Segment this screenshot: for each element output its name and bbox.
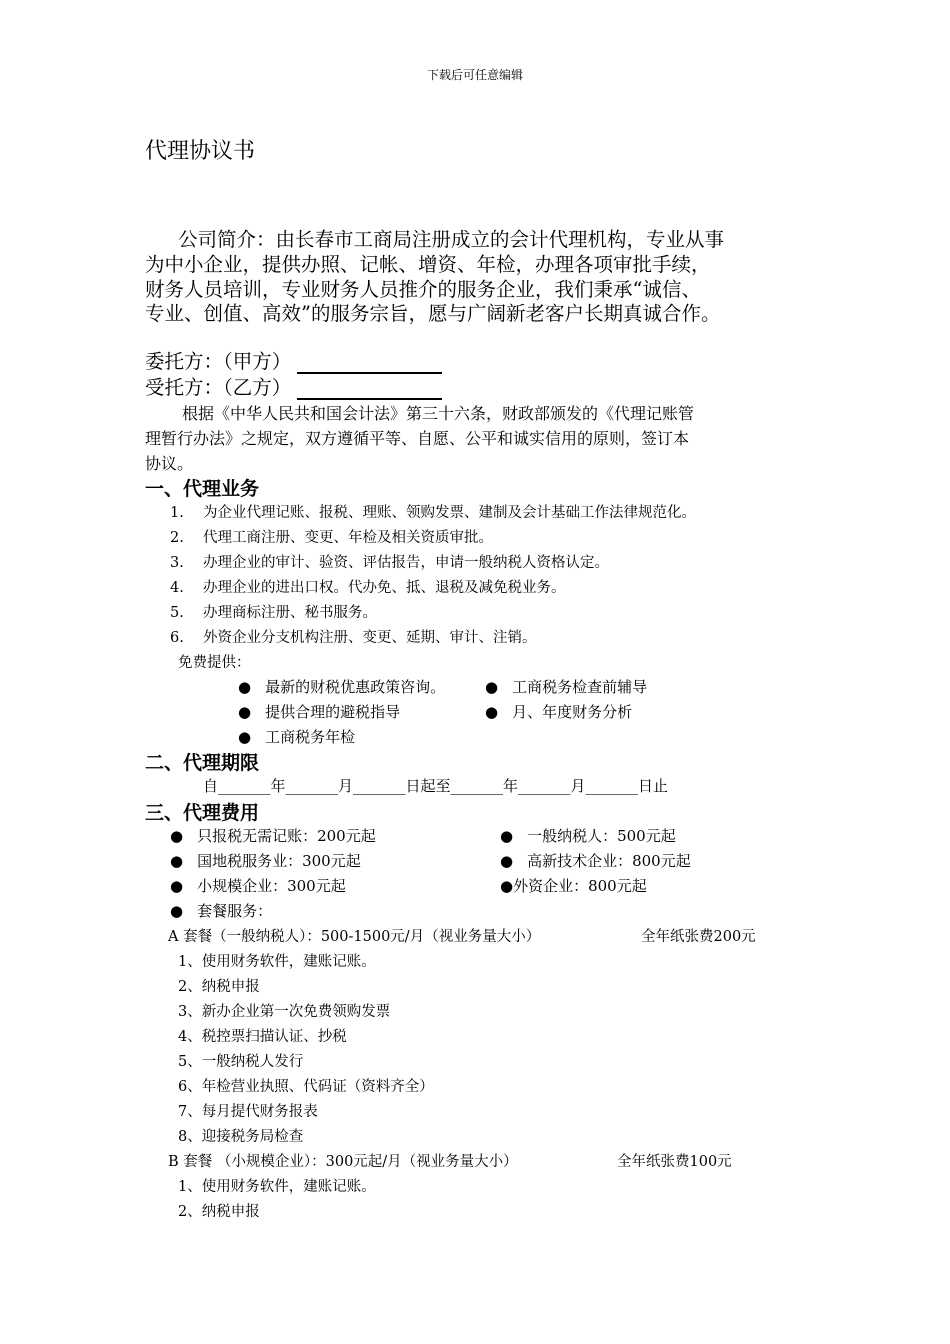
preamble-line: 理暂行办法》之规定，双方遵循平等、自愿、公平和诚实信用的原则，签订本 (145, 429, 690, 448)
fee-item: ● 国地税服务业：300元起 (170, 852, 361, 870)
bullet-icon: ● (170, 852, 184, 870)
party-b-blank[interactable] (297, 378, 442, 400)
period-line: 自_______年_______月_______日起至_______年_______月_______日止 (203, 777, 669, 795)
list-item: 1. 为企业代理记账、报税、理账、领购发票、建制及会计基础工作法律规范化。 (170, 505, 696, 521)
preamble-line: 根据《中华人民共和国会计法》第三十六条，财政部颁发的《代理记账管 (182, 404, 695, 423)
bullet-icon: ● (485, 678, 499, 696)
list-item: 2. 代理工商注册、变更、年检及相关资质审批。 (170, 530, 493, 546)
list-item: 3. 办理企业的审计、验资、评估报告，申请一般纳税人资格认定。 (170, 555, 609, 571)
list-item: 6. 外资企业分支机构注册、变更、延期、审计、注销。 (170, 630, 537, 646)
package-a-item: 7、每月提代财务报表 (178, 1104, 318, 1120)
free-item: ● 月、年度财务分析 (485, 703, 633, 721)
bullet-icon: ● (238, 728, 252, 746)
package-a-item: 3、新办企业第一次免费领购发票 (178, 1004, 391, 1020)
package-a-item: 4、税控票扫描认证、抄税 (178, 1029, 347, 1045)
intro-line: 为中小企业，提供办照、记帐、增资、年检，办理各项审批手续， (145, 253, 711, 276)
party-b-label: 受托方：（乙方） (145, 376, 292, 399)
package-a-title: A 套餐（一般纳税人）：500-1500元/月（视业务量大小） (168, 929, 541, 945)
package-b-title: B 套餐 （小规模企业）：300元起/月（视业务量大小） (168, 1154, 518, 1170)
bullet-icon: ● (170, 877, 184, 895)
free-item: ● 工商税务检查前辅导 (485, 678, 648, 696)
page-header: 下载后可任意编辑 (426, 68, 523, 82)
package-a-item: 5、一般纳税人发行 (178, 1054, 304, 1070)
package-b-paper: 全年纸张费100元 (617, 1154, 732, 1170)
free-item: ● 最新的财税优惠政策咨询。 (238, 678, 446, 696)
intro-line: 专业、创值、高效”的服务宗旨，愿与广阔新老客户长期真诚合作。 (145, 302, 721, 325)
package-a-item: 1、使用财务软件，建账记账。 (178, 954, 376, 970)
preamble-line: 协议。 (145, 454, 194, 473)
section-3-title: 三、代理费用 (145, 802, 260, 824)
party-a-blank[interactable] (297, 352, 442, 374)
bullet-icon: ● (485, 703, 499, 721)
intro-line: 公司简介：由长春市工商局注册成立的会计代理机构，专业从事 (178, 228, 725, 251)
list-item: 4. 办理企业的进出口权。代办免、抵、退税及减免税业务。 (170, 580, 566, 596)
bullet-icon: ● (238, 678, 252, 696)
package-a-paper: 全年纸张费200元 (641, 929, 756, 945)
intro-line: 财务人员培训，专业财务人员推介的服务企业，我们秉承“诚信、 (145, 278, 701, 301)
fee-item: ● 套餐服务： (170, 902, 273, 920)
package-a-item: 6、年检营业执照、代码证（资料齐全） (178, 1079, 434, 1095)
package-a-item: 2、纳税申报 (178, 979, 260, 995)
free-label: 免费提供： (178, 655, 251, 671)
bullet-icon: ● (170, 902, 184, 920)
party-a-row (145, 346, 442, 374)
bullet-icon: ● (170, 827, 184, 845)
party-a-label: 委托方：（甲方） (145, 350, 292, 373)
package-b-item: 1、使用财务软件，建账记账。 (178, 1179, 376, 1195)
fee-item: ● 一般纳税人：500元起 (500, 827, 676, 845)
document-title: 代理协议书 (145, 139, 256, 164)
fee-item: ●外资企业：800元起 (500, 877, 647, 895)
section-1-title: 一、代理业务 (145, 478, 260, 500)
fee-item: ● 只报税无需记账：200元起 (170, 827, 376, 845)
fee-item: ● 小规模企业：300元起 (170, 877, 346, 895)
bullet-icon: ● (500, 852, 514, 870)
package-a-item: 8、迎接税务局检查 (178, 1129, 304, 1145)
bullet-icon: ● (500, 827, 514, 845)
free-item: ● 提供合理的避税指导 (238, 703, 401, 721)
package-b-item: 2、纳税申报 (178, 1204, 260, 1220)
party-b-row (145, 372, 442, 400)
bullet-icon: ● (500, 877, 514, 895)
free-item: ● 工商税务年检 (238, 728, 356, 746)
bullet-icon: ● (238, 703, 252, 721)
list-item: 5. 办理商标注册、秘书服务。 (170, 605, 377, 621)
fee-item: ● 高新技术企业：800元起 (500, 852, 691, 870)
section-2-title: 二、代理期限 (145, 752, 260, 774)
